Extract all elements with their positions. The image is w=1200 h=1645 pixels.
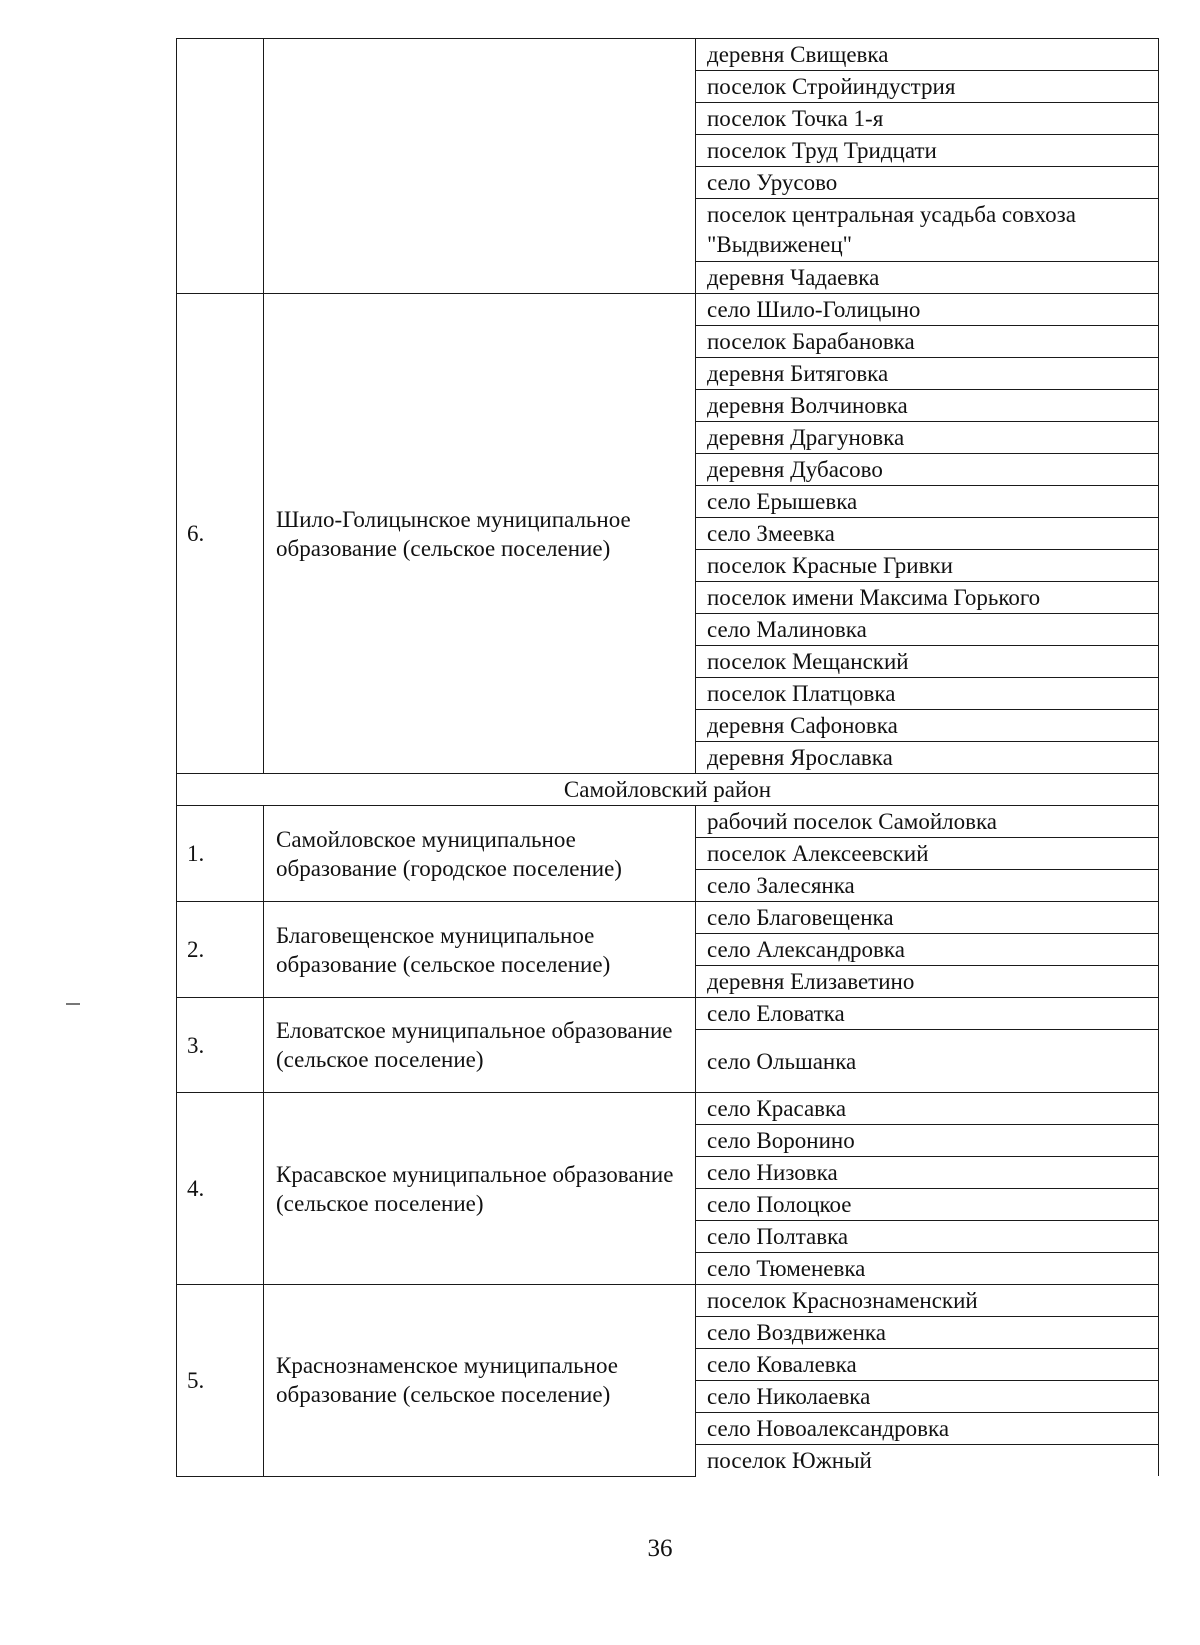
settlement-cell: село Шило-Голицыно — [696, 294, 1159, 326]
settlement-cell: поселок Точка 1-я — [696, 103, 1159, 135]
settlement-cell: поселок имени Максима Горького — [696, 582, 1159, 614]
municipality-name-cell: Еловатское муниципальное образование (сельское поселение) — [264, 998, 696, 1093]
settlement-cell: деревня Битяговка — [696, 358, 1159, 390]
settlement-cell: село Новоалександровка — [696, 1413, 1159, 1445]
settlement-cell: село Полтавка — [696, 1221, 1159, 1253]
settlement-cell: поселок Платцовка — [696, 678, 1159, 710]
settlement-cell: село Малиновка — [696, 614, 1159, 646]
settlements-table — [176, 38, 1159, 1477]
settlement-cell: деревня Ярославка — [696, 742, 1159, 774]
settlement-cell: село Воронино — [696, 1125, 1159, 1157]
settlement-cell: село Александровка — [696, 934, 1159, 966]
municipality-number-cell: 6. — [177, 294, 264, 774]
settlement-cell: деревня Елизаветино — [696, 966, 1159, 998]
municipality-number-cell: 1. — [177, 806, 264, 902]
settlement-cell: деревня Свищевка — [696, 39, 1159, 71]
district-title: Самойловский район — [177, 774, 1159, 806]
table-row — [177, 39, 1159, 71]
settlement-cell: село Благовещенка — [696, 902, 1159, 934]
page-number: 36 — [647, 1535, 673, 1562]
settlement-cell: деревня Волчиновка — [696, 390, 1159, 422]
settlement-cell: поселок центральная усадьба совхоза "Выдвиженец" — [696, 199, 1159, 262]
settlement-cell: село Еловатка — [696, 998, 1159, 1030]
table-row — [177, 1093, 1159, 1125]
settlement-cell: поселок Мещанский — [696, 646, 1159, 678]
municipality-name-cell: Самойловское муниципальное образование (городское поселение) — [264, 806, 696, 902]
settlement-cell: село Красавка — [696, 1093, 1159, 1125]
settlement-cell: поселок Краснознаменский — [696, 1285, 1159, 1317]
settlement-cell: село Залесянка — [696, 870, 1159, 902]
settlement-cell: деревня Сафоновка — [696, 710, 1159, 742]
district-header-row — [177, 774, 1159, 806]
settlement-cell: село Ковалевка — [696, 1349, 1159, 1381]
table-row — [177, 998, 1159, 1030]
settlement-cell: поселок Стройиндустрия — [696, 71, 1159, 103]
municipality-name-cell: Благовещенское муниципальное образование (сельское поселение) — [264, 902, 696, 998]
settlement-cell: поселок Алексеевский — [696, 838, 1159, 870]
settlement-cell: село Ольшанка — [696, 1030, 1159, 1093]
municipality-number-cell: 2. — [177, 902, 264, 998]
settlement-cell: село Николаевка — [696, 1381, 1159, 1413]
settlement-cell: поселок Южный — [696, 1445, 1159, 1477]
settlement-cell: поселок Барабановка — [696, 326, 1159, 358]
settlement-cell: рабочий поселок Самойловка — [696, 806, 1159, 838]
settlement-cell: деревня Дубасово — [696, 454, 1159, 486]
settlement-cell: поселок Труд Тридцати — [696, 135, 1159, 167]
municipality-name-cell: Краснознаменское муниципальное образование (сельское поселение) — [264, 1285, 696, 1477]
municipality-number-cell: 4. — [177, 1093, 264, 1285]
municipality-name-cell: Красавское муниципальное образование (сельское поселение) — [264, 1093, 696, 1285]
municipality-name-cell — [264, 39, 696, 294]
scan-artifact-mark — [66, 1003, 80, 1005]
settlement-cell: деревня Чадаевка — [696, 262, 1159, 294]
settlement-cell: село Тюменевка — [696, 1253, 1159, 1285]
settlement-cell: село Полоцкое — [696, 1189, 1159, 1221]
municipality-number-cell — [177, 39, 264, 294]
municipality-number-cell: 3. — [177, 998, 264, 1093]
municipality-name-cell: Шило-Голицынское муниципальное образование (сельское поселение) — [264, 294, 696, 774]
settlement-cell: село Низовка — [696, 1157, 1159, 1189]
settlement-cell: село Урусово — [696, 167, 1159, 199]
settlement-cell: село Воздвиженка — [696, 1317, 1159, 1349]
table-row — [177, 806, 1159, 838]
table-row — [177, 1285, 1159, 1317]
settlement-cell: деревня Драгуновка — [696, 422, 1159, 454]
settlement-cell: село Змеевка — [696, 518, 1159, 550]
table-row — [177, 294, 1159, 326]
settlement-cell: село Ерышевка — [696, 486, 1159, 518]
table-row — [177, 902, 1159, 934]
settlement-cell: поселок Красные Гривки — [696, 550, 1159, 582]
municipality-number-cell: 5. — [177, 1285, 264, 1477]
